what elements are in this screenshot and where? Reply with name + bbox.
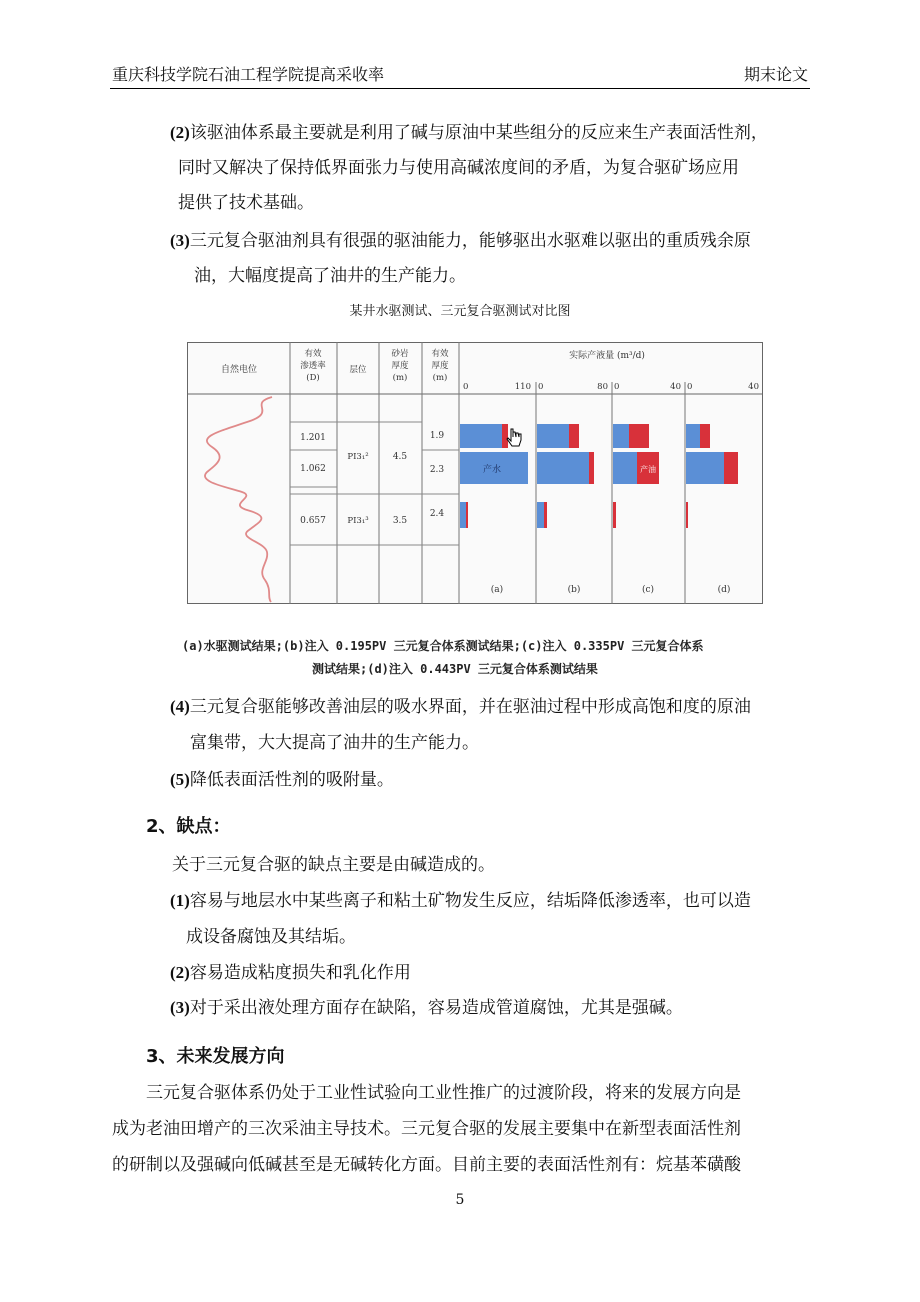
item-4-line-1: (4)三元复合驱能够改善油层的吸水界面，并在驱油过程中形成高饱和度的原油 bbox=[170, 697, 751, 717]
col-header-eff-3: (m) bbox=[432, 373, 448, 383]
panel-a-label: (a) bbox=[490, 585, 504, 595]
oil-label: 产油 bbox=[640, 465, 656, 474]
panel-c-scale-min: 0 bbox=[614, 382, 620, 392]
eff-value-1: 1.9 bbox=[429, 431, 445, 441]
section-3-line-2: 成为老油田增产的三次采油主导技术。三元复合驱的发展主要集中在新型表面活性剂 bbox=[112, 1119, 741, 1139]
col-header-thick-3: (m) bbox=[392, 373, 408, 383]
bar-b-1-oil bbox=[569, 424, 579, 448]
section-3-line-3: 的研制以及强碱向低碱甚至是无碱转化方面。目前主要的表面活性剂有：烷基苯磺酸 bbox=[112, 1155, 741, 1175]
panel-c-scale-max: 40 bbox=[670, 382, 681, 392]
panel-a-scale-min: 0 bbox=[463, 382, 469, 392]
header-rule bbox=[110, 88, 810, 89]
water-label: 产水 bbox=[482, 465, 502, 475]
item-3-line-1: (3)三元复合驱油剂具有很强的驱油能力，能够驱出水驱难以驱出的重质残余原 bbox=[170, 231, 751, 251]
eff-value-2: 2.3 bbox=[429, 465, 445, 475]
bar-d-1-water bbox=[686, 424, 700, 448]
bar-a-3-water bbox=[460, 502, 466, 528]
item-5-line-1: (5)降低表面活性剂的吸附量。 bbox=[170, 770, 394, 790]
col-header-sp: 自然电位 bbox=[220, 365, 258, 375]
col-header-thick-1: 砂岩 bbox=[391, 349, 409, 359]
thick-value-1: 4.5 bbox=[392, 452, 408, 462]
thick-value-2: 3.5 bbox=[392, 516, 408, 526]
bar-a-1-water bbox=[460, 424, 502, 448]
panel-d-label: (d) bbox=[717, 585, 731, 595]
col-header-perm-1: 有效 bbox=[304, 349, 322, 359]
bar-a-1-oil bbox=[502, 424, 508, 448]
panel-c-label: (c) bbox=[641, 585, 655, 595]
col-header-perm-2: 渗透率 bbox=[300, 361, 326, 371]
bar-b-3-oil bbox=[544, 502, 547, 528]
figure-caption-line-1: (a)水驱测试结果;(b)注入 0.195PV 三元复合体系测试结果;(c)注入 0.335PV 三元复合体系 bbox=[182, 639, 704, 653]
bar-d-2-water bbox=[686, 452, 724, 484]
bar-d-3-oil bbox=[686, 502, 688, 528]
header-doc-type: 期末论文 bbox=[743, 65, 808, 84]
weakness-1-line-1: (1)容易与地层水中某些离子和粘土矿物发生反应，结垢降低渗透率，也可以造 bbox=[170, 891, 751, 911]
col-header-eff-2: 厚度 bbox=[431, 361, 449, 371]
panel-b-scale-min: 0 bbox=[538, 382, 544, 392]
eff-value-3: 2.4 bbox=[429, 509, 445, 519]
item-2-line-3: 提供了技术基础。 bbox=[178, 193, 314, 213]
weakness-2-line-1: (2)容易造成粘度损失和乳化作用 bbox=[170, 963, 411, 983]
bar-c-3-oil bbox=[613, 502, 616, 528]
item-2-line-2: 同时又解决了保持低界面张力与使用高碱浓度间的矛盾，为复合驱矿场应用 bbox=[178, 158, 739, 178]
item-3-line-2: 油，大幅度提高了油井的生产能力。 bbox=[194, 266, 466, 286]
weakness-1-line-2: 成设备腐蚀及其结垢。 bbox=[186, 927, 356, 947]
bar-b-2-water bbox=[537, 452, 589, 484]
col-header-layer: 层位 bbox=[349, 365, 367, 375]
item-2-line-1: (2)该驱油体系最主要就是利用了碱与原油中某些组分的反应来生产表面活性剂， bbox=[170, 123, 768, 143]
panel-b-label: (b) bbox=[567, 585, 581, 595]
bar-d-2-oil bbox=[724, 452, 738, 484]
panel-d-scale-max: 40 bbox=[748, 382, 759, 392]
bar-c-1-water bbox=[613, 424, 629, 448]
bar-b-2-oil bbox=[589, 452, 594, 484]
bar-b-3-water bbox=[537, 502, 544, 528]
page-number: 5 bbox=[455, 1192, 465, 1208]
col-header-eff-1: 有效 bbox=[431, 349, 449, 359]
item-4-line-2: 富集带，大大提高了油井的生产能力。 bbox=[190, 733, 479, 753]
bar-b-1-water bbox=[537, 424, 569, 448]
section-2-heading: 2、缺点： bbox=[146, 816, 231, 837]
layer-value-1: PI3₁² bbox=[347, 452, 369, 462]
bar-c-1-oil bbox=[629, 424, 649, 448]
bar-a-3-oil bbox=[466, 502, 468, 528]
panel-b-scale-max: 80 bbox=[597, 382, 608, 392]
well-test-figure bbox=[187, 342, 763, 604]
figure-caption-line-2: 测试结果;(d)注入 0.443PV 三元复合体系测试结果 bbox=[312, 662, 598, 676]
panel-d-scale-min: 0 bbox=[687, 382, 693, 392]
col-header-thick-2: 厚度 bbox=[391, 361, 409, 371]
bar-d-1-oil bbox=[700, 424, 710, 448]
perm-value-2: 1.062 bbox=[300, 464, 326, 474]
section-2-intro: 关于三元复合驱的缺点主要是由碱造成的。 bbox=[172, 855, 495, 875]
col-header-perm-3: (D) bbox=[306, 373, 320, 383]
section-3-line-1: 三元复合驱体系仍处于工业性试验向工业性推广的过渡阶段，将来的发展方向是 bbox=[146, 1083, 741, 1103]
section-3-heading: 3、未来发展方向 bbox=[146, 1046, 285, 1067]
header-title: 重庆科技学院石油工程学院提高采收率 bbox=[112, 65, 385, 84]
perm-value-1: 1.201 bbox=[300, 433, 326, 443]
bar-c-2-water bbox=[613, 452, 637, 484]
figure-title: 某井水驱测试、三元复合驱测试对比图 bbox=[349, 304, 571, 319]
layer-value-2: PI3₁³ bbox=[347, 516, 369, 526]
col-header-prod: 实际产液量 (m³/d) bbox=[569, 351, 645, 361]
weakness-3-line-1: (3)对于采出液处理方面存在缺陷，容易造成管道腐蚀，尤其是强碱。 bbox=[170, 998, 683, 1018]
panel-a-scale-max: 110 bbox=[514, 382, 531, 392]
perm-value-3: 0.657 bbox=[300, 516, 326, 526]
